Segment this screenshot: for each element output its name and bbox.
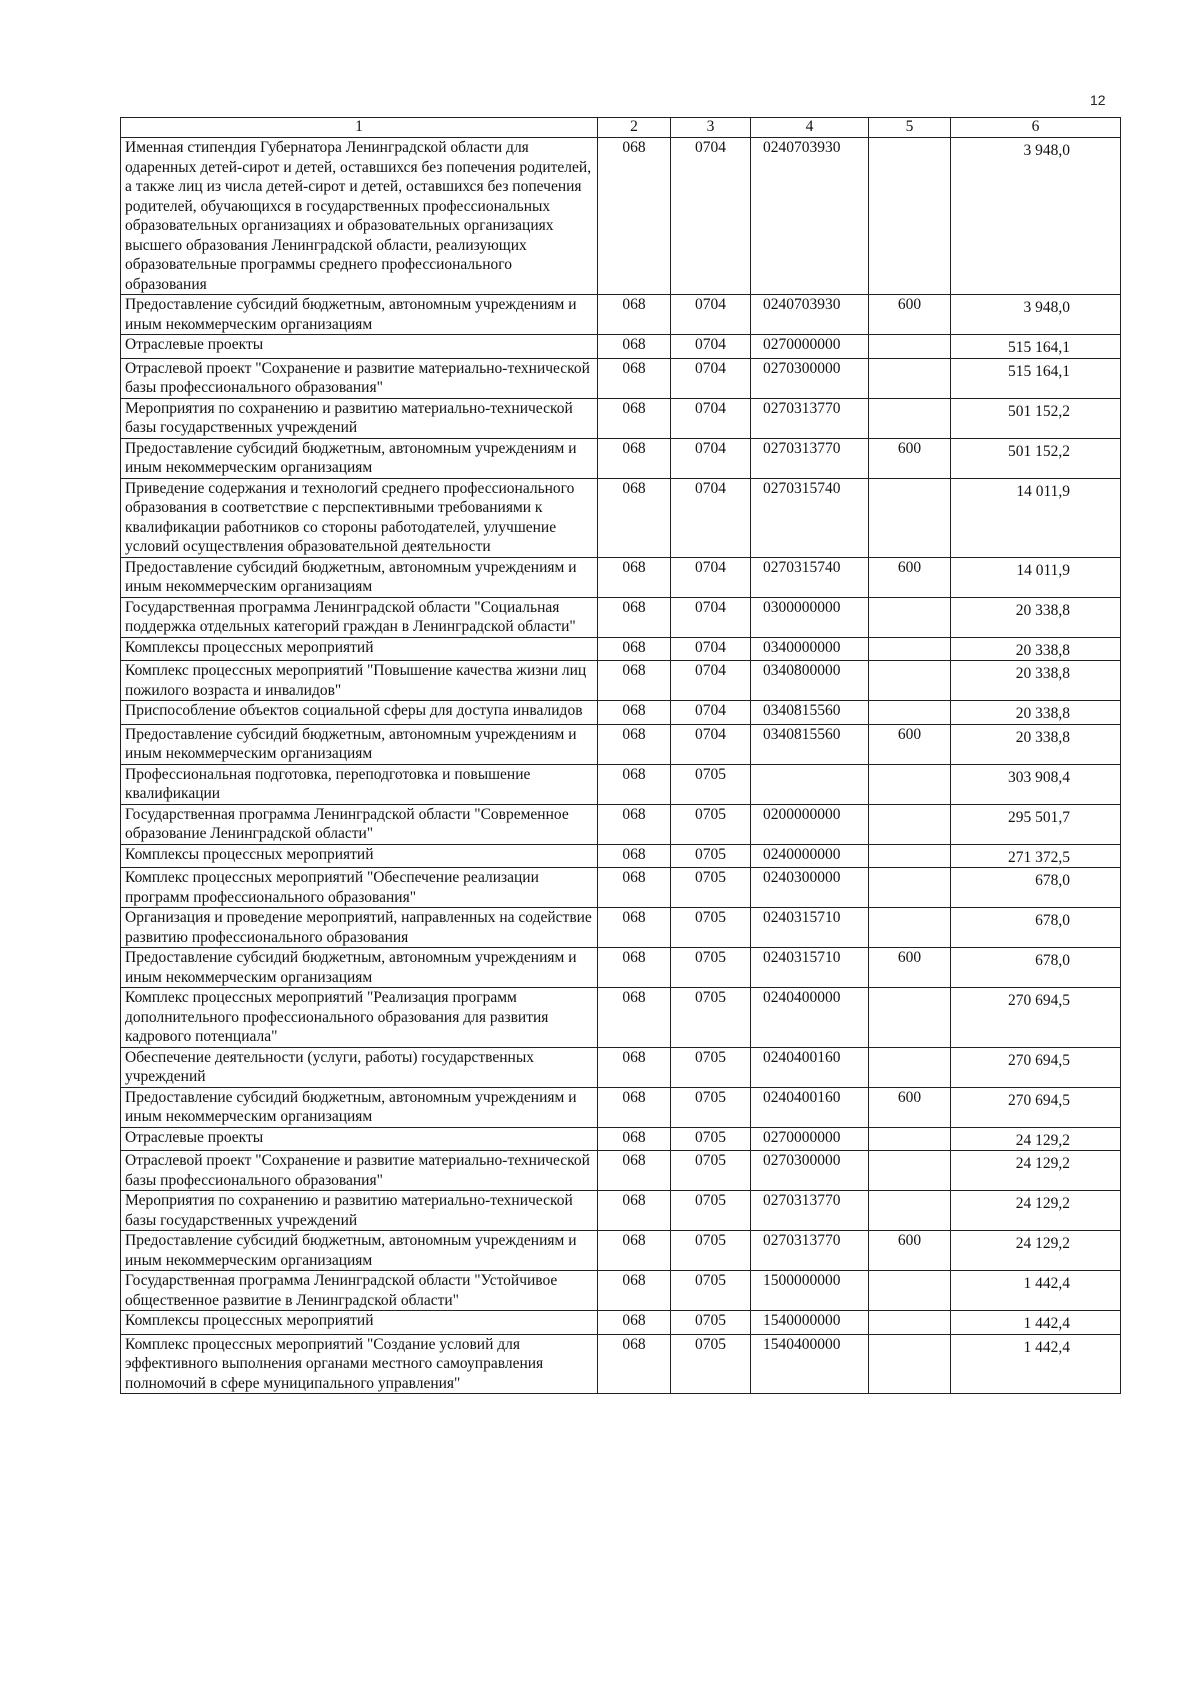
- expense-type-cell: [869, 764, 951, 804]
- ministry-code-cell: 068: [598, 1047, 671, 1087]
- expense-type-cell: 600: [869, 1087, 951, 1127]
- column-header: 3: [671, 118, 751, 138]
- item-name-cell: Предоставление субсидий бюджетным, автономным учреждениям и иным некоммерческим организациям: [121, 724, 598, 764]
- target-article-cell: 0300000000: [751, 597, 869, 637]
- table-row: [121, 844, 1121, 868]
- amount-cell: 678,0: [951, 908, 1121, 948]
- expense-type-cell: [869, 358, 951, 398]
- expense-type-cell: 600: [869, 438, 951, 478]
- ministry-code-cell: 068: [598, 804, 671, 844]
- amount-cell: 20 338,8: [951, 597, 1121, 637]
- expense-type-cell: [869, 1047, 951, 1087]
- amount-cell: 303 908,4: [951, 764, 1121, 804]
- ministry-code-cell: 068: [598, 724, 671, 764]
- item-name-cell: Комплексы процессных мероприятий: [121, 637, 598, 661]
- table-row: [121, 724, 1121, 764]
- table-row: [121, 1127, 1121, 1151]
- amount-cell: 24 129,2: [951, 1231, 1121, 1271]
- amount-cell: 270 694,5: [951, 988, 1121, 1048]
- item-name-cell: Комплекс процессных мероприятий "Повышение качества жизни лиц пожилого возраста и инвалидов": [121, 661, 598, 701]
- target-article-cell: 0240300000: [751, 868, 869, 908]
- expense-type-cell: [869, 1311, 951, 1335]
- target-article-cell: 0240315710: [751, 948, 869, 988]
- amount-cell: 1 442,4: [951, 1334, 1121, 1394]
- section-code-cell: 0705: [671, 804, 751, 844]
- target-article-cell: 0240400000: [751, 988, 869, 1048]
- item-name-cell: Комплексы процессных мероприятий: [121, 1311, 598, 1335]
- amount-cell: 14 011,9: [951, 557, 1121, 597]
- amount-cell: 501 152,2: [951, 438, 1121, 478]
- ministry-code-cell: 068: [598, 908, 671, 948]
- section-code-cell: 0704: [671, 358, 751, 398]
- amount-cell: 678,0: [951, 868, 1121, 908]
- target-article-cell: 0270313770: [751, 438, 869, 478]
- ministry-code-cell: 068: [598, 661, 671, 701]
- ministry-code-cell: 068: [598, 1311, 671, 1335]
- table-row: [121, 868, 1121, 908]
- amount-cell: 295 501,7: [951, 804, 1121, 844]
- section-code-cell: 0704: [671, 438, 751, 478]
- section-code-cell: 0705: [671, 948, 751, 988]
- expense-type-cell: [869, 908, 951, 948]
- table-body: [121, 138, 1121, 1394]
- target-article-cell: 0340000000: [751, 637, 869, 661]
- item-name-cell: Профессиональная подготовка, переподготовка и повышение квалификации: [121, 764, 598, 804]
- target-article-cell: 1500000000: [751, 1271, 869, 1311]
- item-name-cell: Предоставление субсидий бюджетным, автономным учреждениям и иным некоммерческим организациям: [121, 438, 598, 478]
- table-row: [121, 637, 1121, 661]
- target-article-cell: 0270000000: [751, 335, 869, 359]
- section-code-cell: 0704: [671, 478, 751, 557]
- ministry-code-cell: 068: [598, 138, 671, 295]
- item-name-cell: Приспособление объектов социальной сферы для доступа инвалидов: [121, 701, 598, 725]
- table-row: [121, 948, 1121, 988]
- table-row: [121, 478, 1121, 557]
- table-row: [121, 804, 1121, 844]
- section-code-cell: 0704: [671, 398, 751, 438]
- item-name-cell: Приведение содержания и технологий среднего профессионального образования в соответствие с перспективными требованиями к квалификации работников со стороны работодателей, улучшение условий осуществления образовательной деятельности: [121, 478, 598, 557]
- ministry-code-cell: 068: [598, 335, 671, 359]
- target-article-cell: 1540400000: [751, 1334, 869, 1394]
- section-code-cell: 0705: [671, 1151, 751, 1191]
- section-code-cell: 0705: [671, 1127, 751, 1151]
- section-code-cell: 0704: [671, 701, 751, 725]
- column-header: 2: [598, 118, 671, 138]
- section-code-cell: 0705: [671, 1271, 751, 1311]
- table-row: [121, 138, 1121, 295]
- ministry-code-cell: 068: [598, 398, 671, 438]
- page-number: 12: [1090, 92, 1106, 108]
- ministry-code-cell: 068: [598, 1191, 671, 1231]
- budget-table: [120, 117, 1121, 1394]
- target-article-cell: 0340815560: [751, 701, 869, 725]
- column-header: 6: [951, 118, 1121, 138]
- table-row: [121, 908, 1121, 948]
- target-article-cell: 0240000000: [751, 844, 869, 868]
- section-code-cell: 0705: [671, 1087, 751, 1127]
- table-row: [121, 557, 1121, 597]
- amount-cell: 270 694,5: [951, 1087, 1121, 1127]
- amount-cell: 3 948,0: [951, 295, 1121, 335]
- amount-cell: 24 129,2: [951, 1127, 1121, 1151]
- amount-cell: 515 164,1: [951, 358, 1121, 398]
- expense-type-cell: 600: [869, 295, 951, 335]
- table-row: [121, 295, 1121, 335]
- table-row: [121, 1334, 1121, 1394]
- expense-type-cell: [869, 138, 951, 295]
- column-header: 5: [869, 118, 951, 138]
- table-header-row: [121, 118, 1121, 138]
- item-name-cell: Мероприятия по сохранению и развитию материально-технической базы государственных учреждений: [121, 1191, 598, 1231]
- target-article-cell: 0270000000: [751, 1127, 869, 1151]
- ministry-code-cell: 068: [598, 868, 671, 908]
- table-row: [121, 398, 1121, 438]
- target-article-cell: 0200000000: [751, 804, 869, 844]
- expense-type-cell: [869, 701, 951, 725]
- item-name-cell: Комплекс процессных мероприятий "Создание условий для эффективного выполнения органами местного самоуправления полномочий в сфере муниципального управления": [121, 1334, 598, 1394]
- column-header: 4: [751, 118, 869, 138]
- expense-type-cell: [869, 661, 951, 701]
- item-name-cell: Именная стипендия Губернатора Ленинградской области для одаренных детей-сирот и детей, оставшихся без попечения родителей, а также лиц из числа детей-сирот и детей, оставшихся без попечения родителей, обучающихся в государственных профессиональных образовательных организациях и образовательных организациях высшего образования Ленинградской области, реализующих образовательные программы среднего профессионального образования: [121, 138, 598, 295]
- section-code-cell: 0704: [671, 557, 751, 597]
- amount-cell: 20 338,8: [951, 724, 1121, 764]
- expense-type-cell: [869, 844, 951, 868]
- ministry-code-cell: 068: [598, 557, 671, 597]
- amount-cell: 20 338,8: [951, 701, 1121, 725]
- item-name-cell: Предоставление субсидий бюджетным, автономным учреждениям и иным некоммерческим организациям: [121, 295, 598, 335]
- section-code-cell: 0705: [671, 1311, 751, 1335]
- item-name-cell: Комплексы процессных мероприятий: [121, 844, 598, 868]
- amount-cell: 1 442,4: [951, 1311, 1121, 1335]
- column-header: 1: [121, 118, 598, 138]
- expense-type-cell: [869, 335, 951, 359]
- expense-type-cell: [869, 478, 951, 557]
- section-code-cell: 0705: [671, 1047, 751, 1087]
- ministry-code-cell: 068: [598, 844, 671, 868]
- table-row: [121, 597, 1121, 637]
- ministry-code-cell: 068: [598, 637, 671, 661]
- ministry-code-cell: 068: [598, 1334, 671, 1394]
- section-code-cell: 0704: [671, 295, 751, 335]
- expense-type-cell: [869, 988, 951, 1048]
- expense-type-cell: [869, 1191, 951, 1231]
- expense-type-cell: [869, 1151, 951, 1191]
- amount-cell: 270 694,5: [951, 1047, 1121, 1087]
- amount-cell: 501 152,2: [951, 398, 1121, 438]
- ministry-code-cell: 068: [598, 701, 671, 725]
- item-name-cell: Отраслевой проект "Сохранение и развитие материально-технической базы профессионального образования": [121, 358, 598, 398]
- section-code-cell: 0705: [671, 988, 751, 1048]
- item-name-cell: Отраслевой проект "Сохранение и развитие материально-технической базы профессионального образования": [121, 1151, 598, 1191]
- table-row: [121, 1087, 1121, 1127]
- ministry-code-cell: 068: [598, 438, 671, 478]
- ministry-code-cell: 068: [598, 478, 671, 557]
- item-name-cell: Предоставление субсидий бюджетным, автономным учреждениям и иным некоммерческим организациям: [121, 948, 598, 988]
- section-code-cell: 0705: [671, 844, 751, 868]
- section-code-cell: 0704: [671, 138, 751, 295]
- target-article-cell: 0270315740: [751, 557, 869, 597]
- expense-type-cell: [869, 804, 951, 844]
- ministry-code-cell: 068: [598, 948, 671, 988]
- expense-type-cell: 600: [869, 948, 951, 988]
- target-article-cell: 0240400160: [751, 1087, 869, 1127]
- section-code-cell: 0704: [671, 637, 751, 661]
- amount-cell: 678,0: [951, 948, 1121, 988]
- table-row: [121, 358, 1121, 398]
- ministry-code-cell: 068: [598, 1271, 671, 1311]
- amount-cell: 3 948,0: [951, 138, 1121, 295]
- target-article-cell: 0240703930: [751, 138, 869, 295]
- target-article-cell: 0270315740: [751, 478, 869, 557]
- section-code-cell: 0705: [671, 908, 751, 948]
- target-article-cell: 0240315710: [751, 908, 869, 948]
- table-row: [121, 764, 1121, 804]
- section-code-cell: 0704: [671, 597, 751, 637]
- table-row: [121, 988, 1121, 1048]
- expense-type-cell: [869, 637, 951, 661]
- item-name-cell: Отраслевые проекты: [121, 335, 598, 359]
- item-name-cell: Предоставление субсидий бюджетным, автономным учреждениям и иным некоммерческим организациям: [121, 1087, 598, 1127]
- ministry-code-cell: 068: [598, 1231, 671, 1271]
- ministry-code-cell: 068: [598, 764, 671, 804]
- table-row: [121, 701, 1121, 725]
- expense-type-cell: 600: [869, 557, 951, 597]
- item-name-cell: Обеспечение деятельности (услуги, работы) государственных учреждений: [121, 1047, 598, 1087]
- ministry-code-cell: 068: [598, 358, 671, 398]
- item-name-cell: Предоставление субсидий бюджетным, автономным учреждениям и иным некоммерческим организациям: [121, 557, 598, 597]
- target-article-cell: 0240400160: [751, 1047, 869, 1087]
- ministry-code-cell: 068: [598, 1127, 671, 1151]
- expense-type-cell: [869, 1271, 951, 1311]
- target-article-cell: [751, 764, 869, 804]
- amount-cell: 515 164,1: [951, 335, 1121, 359]
- amount-cell: 271 372,5: [951, 844, 1121, 868]
- table-row: [121, 1047, 1121, 1087]
- section-code-cell: 0704: [671, 335, 751, 359]
- amount-cell: 24 129,2: [951, 1191, 1121, 1231]
- target-article-cell: 0340800000: [751, 661, 869, 701]
- expense-type-cell: [869, 398, 951, 438]
- target-article-cell: 0270313770: [751, 1231, 869, 1271]
- target-article-cell: 0270313770: [751, 398, 869, 438]
- table-row: [121, 438, 1121, 478]
- item-name-cell: Предоставление субсидий бюджетным, автономным учреждениям и иным некоммерческим организациям: [121, 1231, 598, 1271]
- table-row: [121, 661, 1121, 701]
- item-name-cell: Комплекс процессных мероприятий "Реализация программ дополнительного профессионального образования для развития кадрового потенциала": [121, 988, 598, 1048]
- expense-type-cell: [869, 868, 951, 908]
- table-row: [121, 1191, 1121, 1231]
- expense-type-cell: [869, 1127, 951, 1151]
- section-code-cell: 0705: [671, 1334, 751, 1394]
- ministry-code-cell: 068: [598, 988, 671, 1048]
- target-article-cell: 0270300000: [751, 358, 869, 398]
- item-name-cell: Мероприятия по сохранению и развитию материально-технической базы государственных учреждений: [121, 398, 598, 438]
- table-row: [121, 1231, 1121, 1271]
- table-row: [121, 1151, 1121, 1191]
- target-article-cell: 0270300000: [751, 1151, 869, 1191]
- expense-type-cell: 600: [869, 1231, 951, 1271]
- target-article-cell: 0270313770: [751, 1191, 869, 1231]
- ministry-code-cell: 068: [598, 295, 671, 335]
- section-code-cell: 0705: [671, 868, 751, 908]
- table-row: [121, 1311, 1121, 1335]
- section-code-cell: 0704: [671, 661, 751, 701]
- amount-cell: 14 011,9: [951, 478, 1121, 557]
- amount-cell: 1 442,4: [951, 1271, 1121, 1311]
- target-article-cell: 0240703930: [751, 295, 869, 335]
- section-code-cell: 0705: [671, 1191, 751, 1231]
- amount-cell: 24 129,2: [951, 1151, 1121, 1191]
- section-code-cell: 0705: [671, 764, 751, 804]
- expense-type-cell: [869, 1334, 951, 1394]
- section-code-cell: 0705: [671, 1231, 751, 1271]
- target-article-cell: 0340815560: [751, 724, 869, 764]
- item-name-cell: Государственная программа Ленинградской области "Социальная поддержка отдельных категорий граждан в Ленинградской области": [121, 597, 598, 637]
- item-name-cell: Государственная программа Ленинградской области "Современное образование Ленинградской области": [121, 804, 598, 844]
- section-code-cell: 0704: [671, 724, 751, 764]
- item-name-cell: Отраслевые проекты: [121, 1127, 598, 1151]
- ministry-code-cell: 068: [598, 1087, 671, 1127]
- target-article-cell: 1540000000: [751, 1311, 869, 1335]
- table-row: [121, 1271, 1121, 1311]
- item-name-cell: Комплекс процессных мероприятий "Обеспечение реализации программ профессионального образования": [121, 868, 598, 908]
- expense-type-cell: [869, 597, 951, 637]
- table-row: [121, 335, 1121, 359]
- amount-cell: 20 338,8: [951, 637, 1121, 661]
- ministry-code-cell: 068: [598, 597, 671, 637]
- expense-type-cell: 600: [869, 724, 951, 764]
- item-name-cell: Организация и проведение мероприятий, направленных на содействие развитию профессионального образования: [121, 908, 598, 948]
- item-name-cell: Государственная программа Ленинградской области "Устойчивое общественное развитие в Ленинградской области": [121, 1271, 598, 1311]
- amount-cell: 20 338,8: [951, 661, 1121, 701]
- ministry-code-cell: 068: [598, 1151, 671, 1191]
